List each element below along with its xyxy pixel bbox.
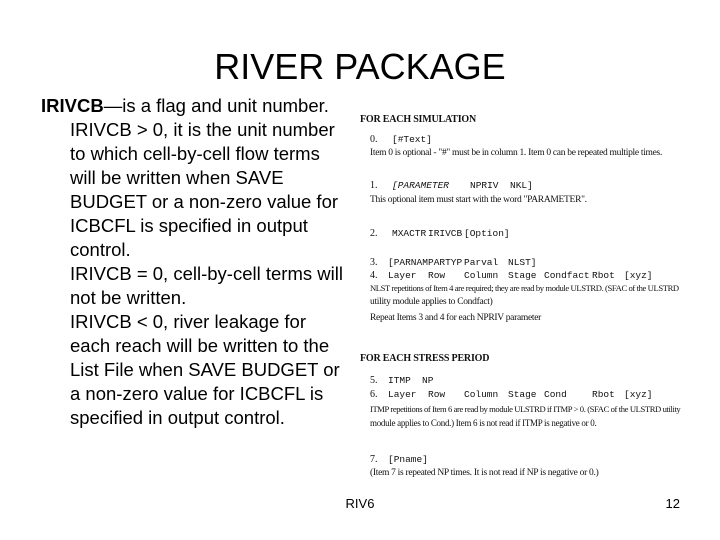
body-item-zero: IRIVCB = 0, cell-by-cell terms will not be written. bbox=[70, 263, 343, 308]
lead-term: IRIVCB bbox=[41, 95, 104, 116]
footer-label: RIV6 bbox=[345, 496, 375, 511]
items-3-4-repeat-note: Repeat Items 3 and 4 for each NPRIV parameter bbox=[370, 313, 541, 323]
item5-number: 5. bbox=[370, 375, 378, 386]
item1-value-1: [PARAMETER bbox=[392, 180, 450, 191]
body-item-negative: IRIVCB < 0, river leakage for each reach will be written to the List File when SAVE BUDGET or a non-zero value for ICBCFL is specified in output control. bbox=[70, 311, 340, 428]
item2-value-3: [Option] bbox=[464, 228, 510, 239]
page-number: 12 bbox=[665, 496, 680, 511]
item3-value-1: [PARNAM bbox=[388, 257, 428, 268]
item4-note-continued: utility module applies to Condfact) bbox=[370, 297, 493, 307]
item3-value-4: NLST] bbox=[508, 257, 537, 268]
item2-number: 2. bbox=[370, 228, 378, 239]
item4-number: 4. bbox=[370, 270, 378, 281]
item7-value: [Pname] bbox=[388, 454, 428, 465]
item2-value-2: IRIVCB bbox=[428, 228, 463, 239]
item4-value-7: [xyz] bbox=[624, 270, 653, 281]
item1-note: This optional item must start with the word "PARAMETER". bbox=[370, 195, 587, 205]
item6-value-5: Cond bbox=[544, 389, 567, 400]
item4-note: NLST repetitions of Item 4 are required; they are read by module ULSTRD. (SFAC of the ULSTRD bbox=[370, 283, 679, 293]
item3-value-2: PARTYP bbox=[428, 257, 463, 268]
item1-number: 1. bbox=[370, 180, 378, 191]
lead-paragraph bbox=[41, 94, 346, 118]
item6-value-4: Stage bbox=[508, 389, 537, 400]
item1-value-2: NPRIV bbox=[470, 180, 499, 191]
item6-value-1: Layer bbox=[388, 389, 417, 400]
item7-note: (Item 7 is repeated NP times. It is not read if NP is negative or 0.) bbox=[370, 468, 599, 478]
slide-title: RIVER PACKAGE bbox=[214, 46, 506, 87]
item7-number: 7. bbox=[370, 454, 378, 465]
item4-value-3: Column bbox=[464, 270, 499, 281]
item3-value-3: Parval bbox=[464, 257, 499, 268]
item4-value-5: Condfact bbox=[544, 270, 590, 281]
input-instructions-image bbox=[360, 108, 680, 488]
item0-value: [#Text] bbox=[392, 134, 432, 145]
item6-value-6: Rbot bbox=[592, 389, 615, 400]
item1-value-3: NKL] bbox=[510, 180, 533, 191]
simulation-header: FOR EACH SIMULATION bbox=[360, 114, 477, 125]
item6-value-3: Column bbox=[464, 389, 499, 400]
body-text bbox=[41, 94, 346, 430]
item6-number: 6. bbox=[370, 389, 378, 400]
item6-note: ITMP repetitions of Item 6 are read by module ULSTRD if ITMP > 0. (SFAC of the ULSTRD utility bbox=[370, 404, 681, 414]
item3-number: 3. bbox=[370, 257, 378, 268]
item5-value-1: ITMP bbox=[388, 375, 411, 386]
item4-value-1: Layer bbox=[388, 270, 417, 281]
item6-value-2: Row bbox=[428, 389, 446, 400]
lead-rest: —is a flag and unit number. bbox=[103, 95, 329, 116]
item4-value-6: Rbot bbox=[592, 270, 615, 281]
item2-value-1: MXACTR bbox=[392, 228, 427, 239]
item4-value-2: Row bbox=[428, 270, 446, 281]
body-item-positive: IRIVCB > 0, it is the unit number to which cell-by-cell flow terms will be written when SAVE BUDGET or a non-zero value for ICBCFL is specified in output control. bbox=[70, 119, 339, 260]
item6-value-7: [xyz] bbox=[624, 389, 653, 400]
item4-value-4: Stage bbox=[508, 270, 537, 281]
item6-note-continued: module applies to Cond.) Item 6 is not read if ITMP is negative or 0. bbox=[370, 418, 597, 428]
item0-number: 0. bbox=[370, 134, 378, 145]
stress-period-header: FOR EACH STRESS PERIOD bbox=[360, 353, 490, 364]
item0-note: Item 0 is optional - "#" must be in column 1. Item 0 can be repeated multiple times. bbox=[370, 148, 663, 158]
item5-value-2: NP bbox=[422, 375, 434, 386]
